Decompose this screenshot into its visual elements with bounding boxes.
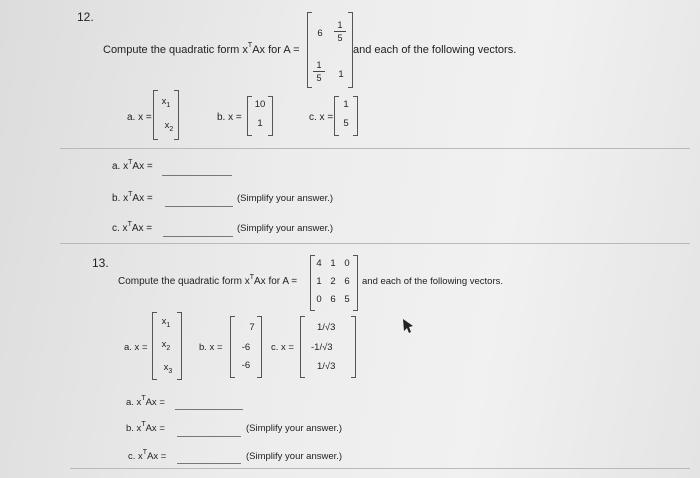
q12-answer-a-input[interactable] bbox=[162, 175, 232, 176]
q13-a11: 4 bbox=[316, 258, 322, 269]
question-13-prompt: Compute the quadratic form $x^TAx$ for A = bbox=[118, 274, 298, 287]
q13-matrix-a bbox=[310, 255, 358, 311]
q12-answer-c-hint: (Simplify your answer.) bbox=[237, 223, 334, 234]
divider bbox=[60, 148, 690, 149]
q13-vector-c-entry-1: 1/√3 bbox=[317, 322, 336, 333]
q13-a12: 1 bbox=[330, 258, 336, 269]
q12-vector-a bbox=[153, 90, 179, 140]
q12-vector-c bbox=[334, 96, 358, 136]
q12-a22: 1 bbox=[338, 69, 344, 80]
q13-answer-a-label: a. $x^TAx$ = bbox=[126, 395, 165, 408]
q12-answer-a-label: a. $x^TAx$ = bbox=[112, 159, 153, 172]
question-12-number: 12. bbox=[77, 10, 94, 24]
q13-vector-a bbox=[152, 312, 182, 380]
q12-vector-a-entry-2: $x_2$ bbox=[164, 120, 174, 133]
q13-vector-b-label: b. x = bbox=[199, 342, 223, 353]
q12-a21-fraction: 1 5 bbox=[313, 60, 325, 83]
q13-a21: 1 bbox=[316, 276, 322, 287]
q13-a22: 2 bbox=[330, 276, 336, 287]
q13-answer-c-input[interactable] bbox=[177, 463, 241, 464]
q13-answer-b-label: b. $x^TAx$ = bbox=[126, 421, 165, 434]
q13-answer-c-hint: (Simplify your answer.) bbox=[246, 451, 343, 462]
q13-answer-b-hint: (Simplify your answer.) bbox=[246, 423, 343, 434]
q12-answer-b-hint: (Simplify your answer.) bbox=[237, 193, 334, 204]
q12-answer-c-label: c. $x^TAx$ = bbox=[112, 221, 153, 234]
q12-vector-a-entry-1: $x_1$ bbox=[161, 96, 171, 109]
q13-vector-b-entry-2: -6 bbox=[241, 342, 251, 353]
q13-a32: 6 bbox=[330, 294, 336, 305]
q13-vector-a-entry-3: $x_3$ bbox=[163, 362, 173, 375]
q12-answer-c-input[interactable] bbox=[163, 236, 233, 237]
q12-matrix-a bbox=[307, 12, 353, 88]
question-12-prompt: Compute the quadratic form $x^TAx$ for A = bbox=[103, 42, 300, 56]
q13-answer-b-input[interactable] bbox=[177, 436, 241, 437]
q12-vector-b-entry-1: 10 bbox=[254, 99, 266, 110]
q12-answer-b-input[interactable] bbox=[165, 206, 233, 207]
divider bbox=[70, 468, 690, 469]
question-12-prompt-tail: and each of the following vectors. bbox=[353, 44, 517, 56]
q13-vector-a-entry-2: $x_2$ bbox=[161, 339, 171, 352]
q13-vector-a-entry-1: $x_1$ bbox=[161, 316, 171, 329]
q12-a11: 6 bbox=[317, 28, 323, 39]
q12-vector-a-label: a. x = bbox=[127, 112, 152, 123]
q13-answer-a-input[interactable] bbox=[175, 409, 243, 410]
q12-vector-c-entry-2: 5 bbox=[343, 118, 349, 129]
q13-a33: 5 bbox=[344, 294, 350, 305]
q12-vector-b-label: b. x = bbox=[217, 112, 242, 123]
mouse-cursor-icon bbox=[401, 318, 415, 334]
q12-vector-b-entry-2: 1 bbox=[257, 118, 263, 129]
q13-vector-b-entry-1: 7 bbox=[249, 322, 255, 333]
q12-a12-fraction: 1 5 bbox=[334, 20, 346, 43]
question-13-prompt-tail: and each of the following vectors. bbox=[362, 276, 504, 287]
q13-vector-c bbox=[300, 316, 356, 378]
q13-vector-b bbox=[230, 316, 262, 378]
q12-vector-c-label: c. x = bbox=[309, 112, 334, 123]
q13-vector-c-entry-3: 1/√3 bbox=[317, 361, 336, 372]
q13-vector-a-label: a. x = bbox=[124, 342, 148, 353]
divider bbox=[60, 243, 690, 244]
q13-a31: 0 bbox=[316, 294, 322, 305]
q13-vector-c-entry-2: -1/√3 bbox=[311, 342, 333, 353]
q13-answer-c-label: c. $x^TAx$ = bbox=[128, 449, 167, 462]
q13-a23: 6 bbox=[344, 276, 350, 287]
q12-answer-b-label: b. $x^TAx$ = bbox=[112, 191, 153, 204]
question-13-number: 13. bbox=[92, 256, 109, 270]
q13-vector-c-label: c. x = bbox=[271, 342, 294, 353]
q12-vector-b bbox=[247, 96, 273, 136]
q12-vector-c-entry-1: 1 bbox=[343, 99, 349, 110]
q13-a13: 0 bbox=[344, 258, 350, 269]
q13-vector-b-entry-3: -6 bbox=[241, 360, 251, 371]
